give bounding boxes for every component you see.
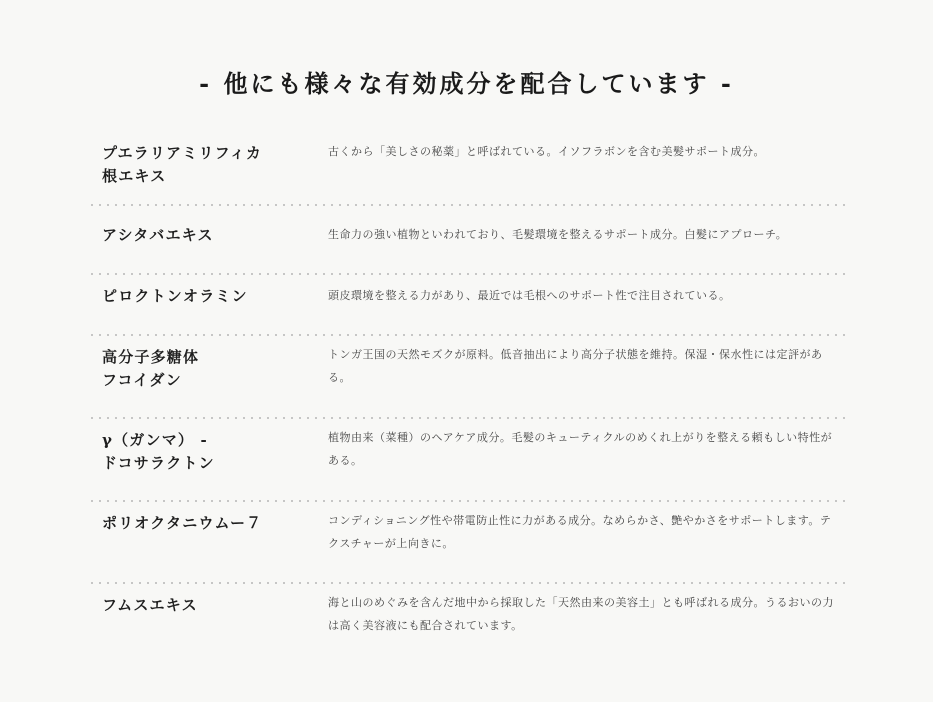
ingredient-row <box>88 130 846 200</box>
ingredient-name <box>102 142 322 188</box>
ingredient-row <box>88 322 846 405</box>
ingredient-name <box>102 346 322 392</box>
ingredient-name-line: フムスエキス <box>102 596 198 614</box>
ingredient-name-line: 高分子多糖体 <box>102 348 200 366</box>
ingredient-description: トンガ王国の天然モズクが原料。低音抽出により高分子状態を維持。保湿・保水性には定評がある。 <box>328 348 823 384</box>
ingredient-description: 古くから「美しさの秘薬」と呼ばれている。イソフラボンを含む美髪サポート成分。 <box>328 145 765 158</box>
ingredient-name <box>102 512 322 535</box>
ingredient-row <box>88 570 846 640</box>
ingredient-name <box>102 594 322 617</box>
section-title: - 他にも様々な有効成分を配合しています - <box>199 69 734 98</box>
ingredient-name-line: ドコサラクトン <box>102 454 215 472</box>
ingredient-name <box>102 429 322 475</box>
ingredient-name-line: アシタバエキス <box>102 226 214 244</box>
ingredient-description: 頭皮環境を整える力があり、最近では毛根へのサポート性で注目されている。 <box>328 289 731 302</box>
ingredient-list <box>88 130 846 640</box>
ingredient-name-line: ポリオクタニウムー７ <box>102 514 263 532</box>
ingredient-name <box>102 285 322 308</box>
ingredient-row <box>88 261 846 322</box>
ingredient-description: 植物由来（菜種）のヘアケア成分。毛髪のキューティクルのめくれ上がりを整える頼もしい特性がある。 <box>328 431 833 467</box>
ingredient-description: 生命力の強い植物といわれており、毛髪環境を整えるサポート成分。白髪にアプローチ。 <box>328 228 788 241</box>
ingredient-name <box>102 224 322 247</box>
ingredient-name-line: 根エキス <box>102 167 167 185</box>
ingredient-name-line: フコイダン <box>102 371 182 389</box>
ingredient-name-line: γ（ガンマ） - <box>102 431 208 449</box>
ingredient-description: コンディショニング性や帯電防止性に力がある成分。なめらかさ、艶やかさをサポートします。テクスチャーが上向きに。 <box>328 514 832 550</box>
ingredient-name-line: プエラリアミリフィカ <box>102 144 263 162</box>
ingredient-row <box>88 488 846 570</box>
ingredient-description: 海と山のめぐみを含んだ地中から採取した「天然由来の美容土」とも呼ばれる成分。うるおいの力は高く美容液にも配合されています。 <box>328 596 834 632</box>
ingredient-name-line: ピロクトンオラミン <box>102 287 248 305</box>
ingredient-row <box>88 405 846 488</box>
ingredient-row <box>88 200 846 261</box>
